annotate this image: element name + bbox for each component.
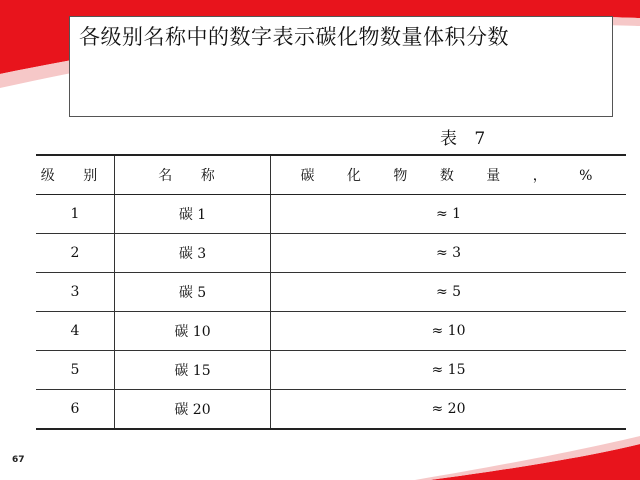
cell-level: 1 bbox=[36, 195, 115, 234]
table-row bbox=[36, 273, 626, 312]
title-box bbox=[69, 16, 613, 117]
table-row bbox=[36, 234, 626, 273]
cell-amount: ≈ 1 bbox=[271, 195, 627, 234]
table-row bbox=[36, 195, 626, 234]
cell-amount: ≈ 10 bbox=[271, 312, 627, 351]
header-amount: 碳 化 物 数 量 ， % bbox=[271, 155, 627, 195]
cell-name: 碳 5 bbox=[115, 273, 271, 312]
header-level: 级 别 bbox=[36, 155, 115, 195]
slide-title: 各级别名称中的数字表示碳化物数量体积分数 bbox=[79, 25, 509, 49]
cell-level: 3 bbox=[36, 273, 115, 312]
cell-name: 碳 1 bbox=[115, 195, 271, 234]
page-number: 67 bbox=[12, 455, 25, 465]
cell-level: 4 bbox=[36, 312, 115, 351]
cell-amount: ≈ 20 bbox=[271, 390, 627, 430]
cell-name: 碳 10 bbox=[115, 312, 271, 351]
cell-amount: ≈ 5 bbox=[271, 273, 627, 312]
table-row bbox=[36, 312, 626, 351]
table-row bbox=[36, 390, 626, 430]
carbide-table bbox=[36, 154, 626, 430]
cell-name: 碳 3 bbox=[115, 234, 271, 273]
cell-level: 2 bbox=[36, 234, 115, 273]
table-row bbox=[36, 351, 626, 390]
table-header-row bbox=[36, 155, 626, 195]
cell-name: 碳 15 bbox=[115, 351, 271, 390]
cell-name: 碳 20 bbox=[115, 390, 271, 430]
cell-level: 6 bbox=[36, 390, 115, 430]
header-name: 名 称 bbox=[115, 155, 271, 195]
cell-amount: ≈ 15 bbox=[271, 351, 627, 390]
cell-amount: ≈ 3 bbox=[271, 234, 627, 273]
cell-level: 5 bbox=[36, 351, 115, 390]
table-caption: 表 7 bbox=[440, 129, 492, 149]
